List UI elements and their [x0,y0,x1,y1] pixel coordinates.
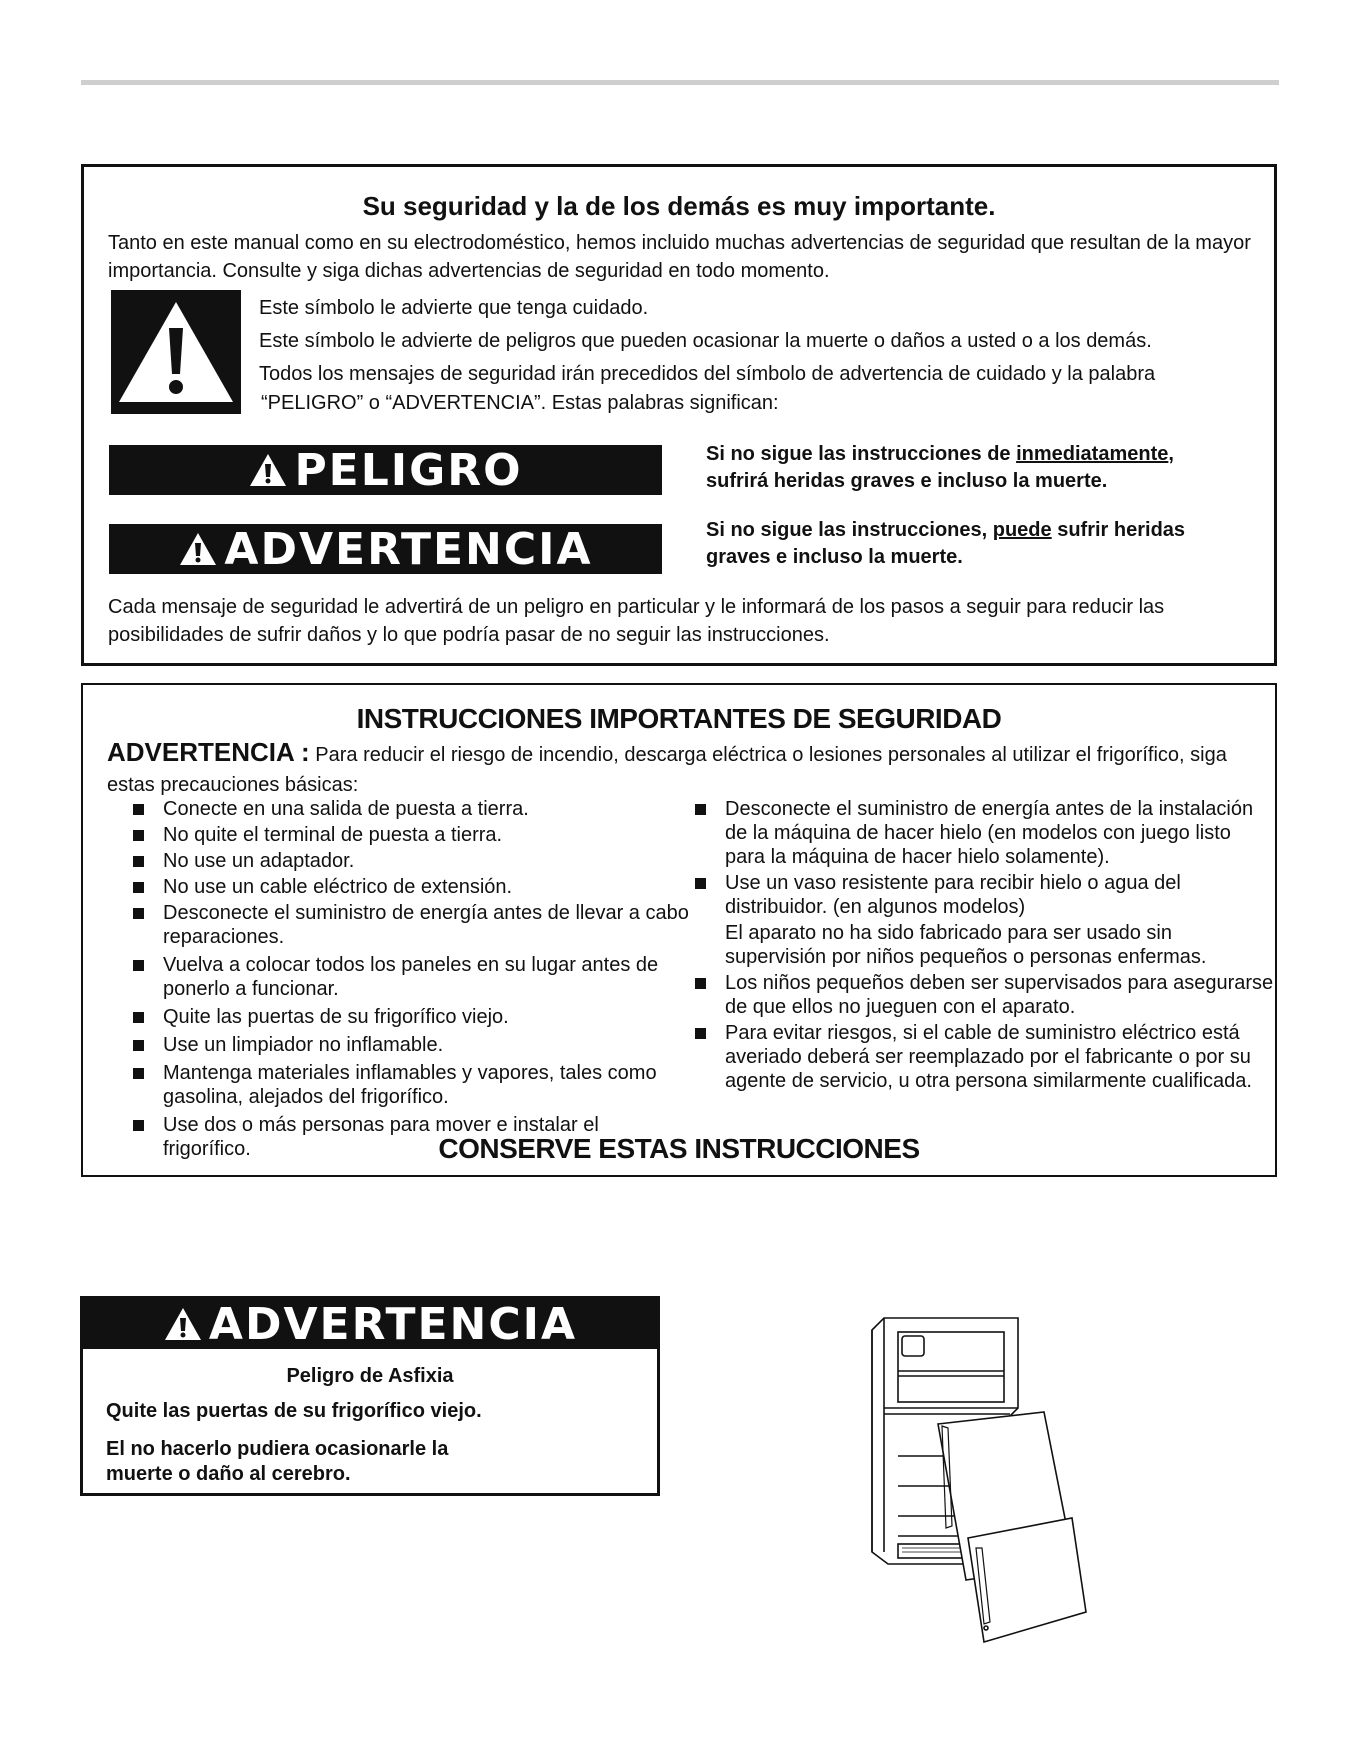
list-item [133,875,773,899]
warning-signal-bar [83,1299,657,1349]
alert-triangle-icon [163,1306,203,1342]
danger-text-underlined: inmediatamente [1016,443,1169,465]
danger-text-end: sufrirá heridas graves e incluso la muerte. [706,470,1108,492]
suffocation-title: Peligro de Asfixia [286,1365,454,1387]
danger-text-comma: , [1168,443,1174,465]
list-item [133,849,773,873]
symbol-line-2: Este símbolo le advierte de peligros que pueden ocasionar la muerte o daños a usted o a los demás. [259,330,1152,352]
top-divider [81,80,1279,85]
warning-label: ADVERTENCIA [208,1298,578,1350]
list-item [133,953,703,1001]
refrigerator-doors-removed-icon [868,1316,1108,1646]
list-item-text: Desconecte el suministro de energía antes de la instalación de la máquina de hacer hielo (en modelos con juego listo para la máquina de hacer hielo solamente). [725,798,1254,868]
lead-text: Para reducir el riesgo de incendio, descarga eléctrica o lesiones personales al utilizar el frigorífico, siga estas precauciones básicas: [107,744,1227,796]
safety-alert-triangle-icon [111,290,241,414]
alert-triangle-icon [248,452,288,488]
bullet-icon [133,856,144,867]
bullet-icon [133,1068,144,1079]
list-item [695,797,1275,869]
symbol-explanation [259,292,1260,416]
list-item [133,1033,773,1057]
alert-triangle-icon [178,531,218,567]
bullet-icon [133,1040,144,1051]
safety-statement-box [81,164,1277,666]
danger-description [706,441,1260,495]
list-item-text: Para evitar riesgos, si el cable de suministro eléctrico está averiado deberá ser reemplazado por el fabricante o por su agente de servicio, u otra persona similarmente cualificada. [725,1022,1252,1092]
bullet-icon [695,978,706,989]
warning-signal-bar [109,524,662,574]
list-item [133,797,773,821]
safety-closing: Cada mensaje de seguridad le advertirá de un peligro en particular y le informará de los pasos a seguir para reducir las posibilidades de sufrir daños y lo que podría pasar de no seguir las instrucciones. [108,596,1165,646]
list-item-text: Use dos o más personas para mover e instalar el frigorífico. [163,1114,599,1160]
list-item-text: Use un limpiador no inflamable. [163,1034,444,1056]
list-item [133,901,703,949]
list-item-text: No use un adaptador. [163,850,355,872]
list-item-text: Vuelva a colocar todos los paneles en su lugar antes de ponerlo a funcionar. [163,954,659,1000]
list-item-text: Use un vaso resistente para recibir hielo o agua del distribuidor. (en algunos modelos) [725,872,1181,918]
warning-text-underlined: puede [992,519,1052,541]
danger-signal-bar [109,445,662,495]
bullet-icon [133,804,144,815]
list-item [695,1021,1275,1093]
list-item [133,1005,773,1029]
bullet-icon [133,1120,144,1131]
list-item-text: No use un cable eléctrico de extensión. [163,876,513,898]
bullet-icon [133,882,144,893]
bullet-icon [133,960,144,971]
important-instructions-box [81,683,1277,1177]
symbol-line-4: “PELIGRO” o “ADVERTENCIA”. Estas palabras significan: [261,392,779,414]
bullet-icon [695,1028,706,1039]
danger-text-start: Si no sigue las instrucciones de [706,443,1017,465]
list-item [133,1061,663,1109]
lead-warning-word: ADVERTENCIA : [107,737,310,767]
instructions-lead [107,737,1261,800]
safety-intro: Tanto en este manual como en su electrodoméstico, hemos incluido muchas advertencias de seguridad que resultan de la mayor importancia. Consulte y siga dichas advertencias de seguridad en todo momento. [108,232,1251,282]
list-item [695,871,1275,919]
bullet-icon [133,830,144,841]
symbol-line-3: Todos los mensajes de seguridad irán precedidos del símbolo de advertencia de cuidado y la palabra [259,363,1156,385]
list-item-text: Desconecte el suministro de energía antes de llevar a cabo reparaciones. [163,902,689,948]
list-item-text: Conecte en una salida de puesta a tierra. [163,798,529,820]
suffocation-line-2: El no hacerlo pudiera ocasionarle la muerte o daño al cerebro. [106,1438,449,1485]
warning-text-end: graves e incluso la muerte. [706,546,963,568]
warning-label: ADVERTENCIA [224,523,593,575]
list-item [133,823,773,847]
bullet-icon [133,1012,144,1023]
warning-description [706,517,1260,571]
bullet-icon [695,878,706,889]
symbol-line-1: Este símbolo le advierte que tenga cuidado. [259,297,649,319]
list-item-text: Quite las puertas de su frigorífico viejo. [163,1006,509,1028]
list-item-text: Mantenga materiales inflamables y vapores, tales como gasolina, alejados del frigorífico. [163,1062,657,1108]
suffocation-line-1: Quite las puertas de su frigorífico viejo. [106,1400,482,1422]
bullet-icon [133,908,144,919]
keep-instructions-title: CONSERVE ESTAS INSTRUCCIONES [438,1133,920,1164]
instructions-right-list [695,797,1275,1095]
instructions-title: INSTRUCCIONES IMPORTANTES DE SEGURIDAD [356,703,1002,734]
instructions-left-list [133,797,773,1163]
warning-text-start: Si no sigue las instrucciones, [706,519,993,541]
list-item-note: El aparato no ha sido fabricado para ser usado sin supervisión por niños pequeños o personas enfermas. [725,922,1207,968]
suffocation-warning-box [80,1296,660,1496]
list-item-text: No quite el terminal de puesta a tierra. [163,824,503,846]
warning-text-mid: sufrir heridas [1051,519,1186,541]
bullet-icon [695,804,706,815]
list-item [695,971,1275,1019]
danger-label: PELIGRO [294,444,523,496]
list-item-text: Los niños pequeños deben ser supervisados para asegurarse de que ellos no jueguen con el aparato. [725,972,1274,1018]
safety-headline: Su seguridad y la de los demás es muy importante. [362,191,996,221]
